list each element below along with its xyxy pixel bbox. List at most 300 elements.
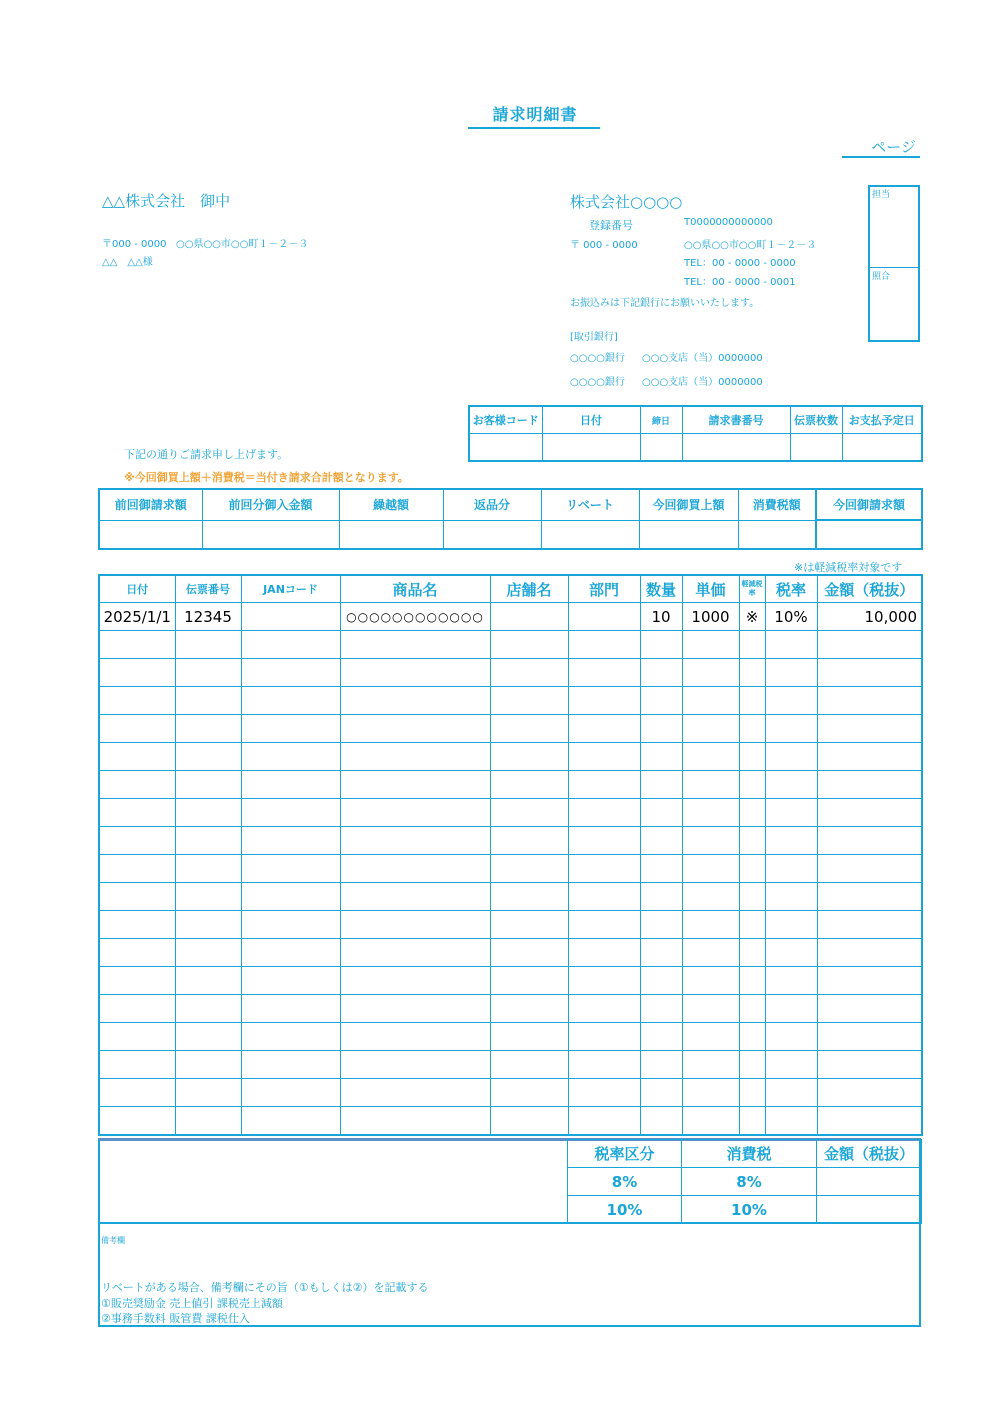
table-cell[interactable] bbox=[241, 967, 340, 995]
info-header-closing-date: 締日 bbox=[640, 406, 682, 434]
table-cell[interactable] bbox=[817, 715, 922, 743]
table-cell[interactable] bbox=[682, 995, 739, 1023]
table-cell[interactable] bbox=[739, 687, 765, 715]
col-header-product: 商品名 bbox=[340, 575, 490, 603]
table-cell[interactable] bbox=[640, 911, 682, 939]
table-cell[interactable] bbox=[490, 715, 568, 743]
table-row bbox=[99, 715, 922, 743]
table-cell[interactable] bbox=[682, 1023, 739, 1051]
table-cell[interactable] bbox=[340, 939, 490, 967]
table-cell[interactable] bbox=[739, 631, 765, 659]
table-cell[interactable] bbox=[241, 715, 340, 743]
table-cell[interactable] bbox=[640, 715, 682, 743]
summary-cell[interactable] bbox=[99, 520, 202, 549]
detail-table bbox=[98, 574, 923, 1136]
summary-header-carryover: 繰越額 bbox=[339, 489, 443, 520]
table-cell[interactable] bbox=[640, 827, 682, 855]
summary-header-prev-invoice: 前回御請求額 bbox=[99, 489, 202, 520]
table-cell[interactable] bbox=[817, 771, 922, 799]
table-cell[interactable] bbox=[817, 883, 922, 911]
table-cell[interactable] bbox=[241, 1079, 340, 1107]
table-cell[interactable] bbox=[99, 855, 175, 883]
table-cell[interactable] bbox=[490, 687, 568, 715]
table-cell[interactable] bbox=[765, 1023, 817, 1051]
remarks-line2: ①販売奨励金 売上値引 課税売上減額 bbox=[101, 1297, 283, 1310]
table-cell[interactable] bbox=[340, 631, 490, 659]
tax-row1-rate: 8% bbox=[568, 1168, 682, 1196]
table-cell[interactable] bbox=[739, 855, 765, 883]
table-cell[interactable] bbox=[739, 827, 765, 855]
table-cell[interactable] bbox=[568, 1079, 640, 1107]
table-cell[interactable] bbox=[765, 911, 817, 939]
table-cell[interactable] bbox=[175, 771, 241, 799]
issuer-postal: 〒 000 - 0000 bbox=[570, 240, 638, 251]
table-cell[interactable] bbox=[241, 1023, 340, 1051]
table-cell[interactable] bbox=[241, 911, 340, 939]
table-cell[interactable] bbox=[765, 631, 817, 659]
table-cell[interactable] bbox=[568, 995, 640, 1023]
table-cell[interactable] bbox=[739, 1051, 765, 1079]
table-row bbox=[99, 827, 922, 855]
table-cell[interactable] bbox=[568, 883, 640, 911]
issuer-reg-no: T0000000000000 bbox=[684, 217, 773, 228]
table-cell[interactable] bbox=[817, 1051, 922, 1079]
summary-cell[interactable] bbox=[339, 520, 443, 549]
tax-row1-amount[interactable] bbox=[817, 1168, 922, 1196]
table-cell[interactable] bbox=[241, 939, 340, 967]
table-row bbox=[99, 939, 922, 967]
table-cell[interactable] bbox=[682, 1079, 739, 1107]
issuer-reg-label: 登録番号 bbox=[589, 219, 633, 232]
table-cell[interactable] bbox=[765, 1051, 817, 1079]
table-cell[interactable] bbox=[175, 855, 241, 883]
table-cell[interactable] bbox=[99, 687, 175, 715]
table-cell[interactable] bbox=[175, 1079, 241, 1107]
table-cell[interactable] bbox=[490, 631, 568, 659]
title-underline bbox=[468, 127, 600, 129]
table-cell[interactable] bbox=[568, 911, 640, 939]
col-header-dept: 部門 bbox=[568, 575, 640, 603]
col-header-date: 日付 bbox=[99, 575, 175, 603]
summary-header-tax: 消費税額 bbox=[738, 489, 816, 520]
row-slip[interactable]: 12345 bbox=[175, 603, 241, 631]
tax-row2-amount[interactable] bbox=[817, 1196, 922, 1224]
table-cell[interactable] bbox=[765, 743, 817, 771]
table-cell[interactable] bbox=[175, 1051, 241, 1079]
table-cell[interactable] bbox=[490, 995, 568, 1023]
table-cell[interactable] bbox=[241, 743, 340, 771]
table-cell[interactable] bbox=[490, 827, 568, 855]
table-cell[interactable] bbox=[340, 855, 490, 883]
table-cell[interactable] bbox=[175, 799, 241, 827]
table-cell[interactable] bbox=[682, 771, 739, 799]
table-row bbox=[99, 743, 922, 771]
info-cell[interactable] bbox=[469, 434, 542, 462]
table-cell[interactable] bbox=[241, 659, 340, 687]
table-cell[interactable] bbox=[490, 799, 568, 827]
table-cell[interactable] bbox=[175, 1023, 241, 1051]
info-header-date: 日付 bbox=[542, 406, 640, 434]
table-cell[interactable] bbox=[640, 939, 682, 967]
table-cell[interactable] bbox=[568, 1107, 640, 1136]
table-cell[interactable] bbox=[568, 743, 640, 771]
table-cell[interactable] bbox=[99, 827, 175, 855]
table-cell[interactable] bbox=[340, 995, 490, 1023]
table-cell[interactable] bbox=[99, 1023, 175, 1051]
table-cell[interactable] bbox=[99, 771, 175, 799]
table-cell[interactable] bbox=[739, 995, 765, 1023]
table-cell[interactable] bbox=[682, 1107, 739, 1136]
table-cell[interactable] bbox=[817, 827, 922, 855]
table-cell[interactable] bbox=[640, 855, 682, 883]
table-cell[interactable] bbox=[682, 659, 739, 687]
info-header-invoice-no: 請求書番号 bbox=[682, 406, 790, 434]
table-cell[interactable] bbox=[739, 883, 765, 911]
table-cell[interactable] bbox=[175, 967, 241, 995]
table-cell[interactable] bbox=[99, 911, 175, 939]
table-cell[interactable] bbox=[765, 939, 817, 967]
table-cell[interactable] bbox=[765, 771, 817, 799]
table-cell[interactable] bbox=[99, 1051, 175, 1079]
table-cell[interactable] bbox=[817, 967, 922, 995]
table-cell[interactable] bbox=[640, 771, 682, 799]
table-cell[interactable] bbox=[340, 911, 490, 939]
table-cell[interactable] bbox=[241, 799, 340, 827]
table-cell[interactable] bbox=[568, 799, 640, 827]
table-cell[interactable] bbox=[640, 995, 682, 1023]
table-cell[interactable] bbox=[340, 715, 490, 743]
info-header-slip-count: 伝票枚数 bbox=[790, 406, 842, 434]
summary-header-returns: 返品分 bbox=[443, 489, 541, 520]
table-cell[interactable] bbox=[640, 967, 682, 995]
table-cell[interactable] bbox=[568, 855, 640, 883]
table-cell[interactable] bbox=[640, 1023, 682, 1051]
table-cell[interactable] bbox=[682, 799, 739, 827]
table-cell[interactable] bbox=[490, 911, 568, 939]
row-amount[interactable]: 10,000 bbox=[817, 603, 922, 631]
table-cell[interactable] bbox=[99, 883, 175, 911]
stamp-shogo-label: 照合 bbox=[872, 272, 891, 282]
table-cell[interactable] bbox=[340, 1107, 490, 1136]
summary-cell[interactable] bbox=[443, 520, 541, 549]
table-cell[interactable] bbox=[490, 1023, 568, 1051]
recipient-postal: 〒000 - 0000 bbox=[102, 239, 167, 250]
table-cell[interactable] bbox=[340, 771, 490, 799]
table-cell[interactable] bbox=[817, 1023, 922, 1051]
table-cell[interactable] bbox=[817, 687, 922, 715]
table-cell[interactable] bbox=[175, 715, 241, 743]
table-cell[interactable] bbox=[175, 911, 241, 939]
remarks-line1: リベートがある場合、備考欄にその旨（①もしくは②）を記載する bbox=[101, 1281, 429, 1294]
row-qty[interactable]: 10 bbox=[640, 603, 682, 631]
table-cell[interactable] bbox=[490, 967, 568, 995]
table-cell[interactable] bbox=[175, 743, 241, 771]
table-cell[interactable] bbox=[739, 743, 765, 771]
table-cell[interactable] bbox=[490, 1079, 568, 1107]
table-cell[interactable] bbox=[99, 995, 175, 1023]
table-cell[interactable] bbox=[682, 827, 739, 855]
table-cell[interactable] bbox=[568, 967, 640, 995]
table-cell[interactable] bbox=[490, 939, 568, 967]
table-cell[interactable] bbox=[682, 967, 739, 995]
summary-cell-total[interactable] bbox=[816, 520, 922, 549]
summary-header-current-purchase: 今回御買上額 bbox=[639, 489, 738, 520]
table-cell[interactable] bbox=[682, 911, 739, 939]
table-cell[interactable] bbox=[817, 1079, 922, 1107]
table-cell[interactable] bbox=[640, 883, 682, 911]
table-cell[interactable] bbox=[175, 631, 241, 659]
table-cell[interactable] bbox=[99, 939, 175, 967]
table-cell[interactable] bbox=[682, 939, 739, 967]
col-header-jan: JANコード bbox=[241, 575, 340, 603]
summary-cell[interactable] bbox=[541, 520, 639, 549]
info-cell[interactable] bbox=[682, 434, 790, 462]
table-cell[interactable] bbox=[640, 1079, 682, 1107]
table-cell[interactable] bbox=[640, 659, 682, 687]
summary-header-rebate: リベート bbox=[541, 489, 639, 520]
bank2-branch: ○○○支店（当）0000000 bbox=[642, 377, 763, 388]
table-cell[interactable] bbox=[241, 771, 340, 799]
row-jan[interactable] bbox=[241, 603, 340, 631]
table-cell[interactable] bbox=[340, 743, 490, 771]
billing-summary-table bbox=[98, 488, 923, 550]
table-cell[interactable] bbox=[739, 1023, 765, 1051]
table-cell[interactable] bbox=[765, 827, 817, 855]
table-cell[interactable] bbox=[640, 631, 682, 659]
recipient-company: △△株式会社 御中 bbox=[102, 192, 231, 210]
table-row bbox=[99, 883, 922, 911]
table-cell[interactable] bbox=[568, 827, 640, 855]
table-cell[interactable] bbox=[175, 659, 241, 687]
table-cell[interactable] bbox=[99, 799, 175, 827]
table-cell[interactable] bbox=[682, 883, 739, 911]
table-cell[interactable] bbox=[640, 687, 682, 715]
row-price[interactable]: 1000 bbox=[682, 603, 739, 631]
tax-row2-rate: 10% bbox=[568, 1196, 682, 1224]
table-cell[interactable] bbox=[490, 1051, 568, 1079]
col-header-price: 単価 bbox=[682, 575, 739, 603]
table-cell[interactable] bbox=[765, 715, 817, 743]
table-cell[interactable] bbox=[490, 743, 568, 771]
table-cell[interactable] bbox=[739, 715, 765, 743]
table-cell[interactable] bbox=[640, 1051, 682, 1079]
stamp-divider bbox=[868, 267, 920, 268]
table-cell[interactable] bbox=[682, 1051, 739, 1079]
table-cell[interactable] bbox=[568, 631, 640, 659]
tax-header-rate: 税率区分 bbox=[568, 1140, 682, 1168]
table-cell[interactable] bbox=[817, 799, 922, 827]
remarks-line3: ②事務手数料 販管費 課税仕入 bbox=[101, 1312, 250, 1325]
table-cell[interactable] bbox=[490, 1107, 568, 1136]
col-header-reduced: 軽減税率 bbox=[739, 575, 765, 603]
summary-cell[interactable] bbox=[202, 520, 339, 549]
table-row bbox=[99, 911, 922, 939]
table-cell[interactable] bbox=[99, 631, 175, 659]
table-cell[interactable] bbox=[490, 659, 568, 687]
table-cell[interactable] bbox=[175, 995, 241, 1023]
table-row bbox=[99, 1079, 922, 1107]
table-cell[interactable] bbox=[682, 715, 739, 743]
table-cell[interactable] bbox=[340, 799, 490, 827]
col-header-rate: 税率 bbox=[765, 575, 817, 603]
table-cell[interactable] bbox=[241, 687, 340, 715]
table-cell[interactable] bbox=[241, 855, 340, 883]
table-row bbox=[99, 967, 922, 995]
table-cell[interactable] bbox=[765, 1079, 817, 1107]
table-cell[interactable] bbox=[340, 687, 490, 715]
table-cell[interactable] bbox=[682, 687, 739, 715]
info-cell[interactable] bbox=[640, 434, 682, 462]
table-cell[interactable] bbox=[241, 883, 340, 911]
table-cell[interactable] bbox=[765, 855, 817, 883]
tax-row1-tax[interactable]: 8% bbox=[682, 1168, 817, 1196]
table-cell[interactable] bbox=[568, 939, 640, 967]
table-cell[interactable] bbox=[568, 1051, 640, 1079]
stamp-tanto-label: 担当 bbox=[872, 190, 891, 200]
summary-header-prev-payment: 前回分御入金額 bbox=[202, 489, 339, 520]
info-cell[interactable] bbox=[790, 434, 842, 462]
table-cell[interactable] bbox=[99, 967, 175, 995]
table-cell[interactable] bbox=[640, 1107, 682, 1136]
table-cell[interactable] bbox=[739, 771, 765, 799]
info-cell[interactable] bbox=[542, 434, 640, 462]
table-cell[interactable] bbox=[682, 631, 739, 659]
intro-line2: ※今回御買上額＋消費税＝当付き請求合計額となります。 bbox=[124, 471, 409, 484]
table-cell[interactable] bbox=[817, 1107, 922, 1136]
table-row bbox=[99, 771, 922, 799]
table-row bbox=[99, 603, 922, 631]
table-cell[interactable] bbox=[739, 799, 765, 827]
table-cell[interactable] bbox=[490, 771, 568, 799]
table-cell[interactable] bbox=[99, 659, 175, 687]
table-cell[interactable] bbox=[175, 883, 241, 911]
reduced-rate-note: ※は軽減税率対象です bbox=[794, 561, 903, 574]
table-cell[interactable] bbox=[175, 1107, 241, 1136]
col-header-qty: 数量 bbox=[640, 575, 682, 603]
row-dept[interactable] bbox=[568, 603, 640, 631]
table-cell[interactable] bbox=[765, 687, 817, 715]
table-row bbox=[99, 1051, 922, 1079]
table-cell[interactable] bbox=[817, 939, 922, 967]
summary-cell[interactable] bbox=[639, 520, 738, 549]
transfer-note: お振込みは下記銀行にお願いいたします。 bbox=[570, 298, 760, 309]
table-cell[interactable] bbox=[739, 659, 765, 687]
table-cell[interactable] bbox=[99, 1079, 175, 1107]
table-row bbox=[99, 1107, 922, 1136]
table-cell[interactable] bbox=[340, 883, 490, 911]
row-product[interactable]: ○○○○○○○○○○○○ bbox=[340, 603, 490, 631]
table-cell[interactable] bbox=[340, 1023, 490, 1051]
table-row bbox=[99, 631, 922, 659]
table-cell[interactable] bbox=[765, 659, 817, 687]
table-cell[interactable] bbox=[739, 967, 765, 995]
table-cell[interactable] bbox=[765, 1107, 817, 1136]
page-title: 請求明細書 bbox=[492, 105, 578, 124]
table-cell[interactable] bbox=[340, 1051, 490, 1079]
table-cell[interactable] bbox=[99, 1107, 175, 1136]
info-header-customer-code: お客様コード bbox=[469, 406, 542, 434]
table-cell[interactable] bbox=[817, 855, 922, 883]
table-cell[interactable] bbox=[241, 1107, 340, 1136]
table-cell[interactable] bbox=[241, 1051, 340, 1079]
table-row bbox=[99, 1023, 922, 1051]
table-cell[interactable] bbox=[490, 883, 568, 911]
summary-cell[interactable] bbox=[738, 520, 816, 549]
table-cell[interactable] bbox=[765, 883, 817, 911]
row-date[interactable]: 2025/1/1 bbox=[99, 603, 175, 631]
summary-header-current-invoice: 今回御請求額 bbox=[816, 489, 922, 520]
table-cell[interactable] bbox=[640, 799, 682, 827]
intro-line1: 下記の通りご請求申し上げます。 bbox=[124, 448, 289, 461]
table-cell[interactable] bbox=[175, 939, 241, 967]
table-cell[interactable] bbox=[739, 1079, 765, 1107]
table-cell[interactable] bbox=[817, 631, 922, 659]
table-cell[interactable] bbox=[241, 995, 340, 1023]
table-cell[interactable] bbox=[568, 1023, 640, 1051]
table-cell[interactable] bbox=[175, 687, 241, 715]
table-cell[interactable] bbox=[765, 967, 817, 995]
tax-header-amount: 金額（税抜） bbox=[817, 1140, 922, 1168]
tax-row2-tax[interactable]: 10% bbox=[682, 1196, 817, 1224]
table-cell[interactable] bbox=[817, 743, 922, 771]
row-reduced[interactable]: ※ bbox=[739, 603, 765, 631]
table-cell[interactable] bbox=[241, 631, 340, 659]
table-cell[interactable] bbox=[175, 827, 241, 855]
table-cell[interactable] bbox=[340, 967, 490, 995]
col-header-slip: 伝票番号 bbox=[175, 575, 241, 603]
bank-header: [取引銀行] bbox=[570, 332, 618, 343]
table-cell[interactable] bbox=[817, 995, 922, 1023]
tax-header-tax: 消費税 bbox=[682, 1140, 817, 1168]
table-cell[interactable] bbox=[99, 715, 175, 743]
table-cell[interactable] bbox=[739, 911, 765, 939]
table-cell[interactable] bbox=[568, 715, 640, 743]
table-cell[interactable] bbox=[340, 1079, 490, 1107]
tax-summary-table bbox=[567, 1139, 922, 1224]
issuer-tel1: TEL：00 - 0000 - 0000 bbox=[684, 258, 796, 269]
table-cell[interactable] bbox=[765, 799, 817, 827]
row-store[interactable] bbox=[490, 603, 568, 631]
row-rate[interactable]: 10% bbox=[765, 603, 817, 631]
table-cell[interactable] bbox=[817, 911, 922, 939]
table-row bbox=[99, 687, 922, 715]
table-cell[interactable] bbox=[241, 827, 340, 855]
table-cell[interactable] bbox=[568, 687, 640, 715]
table-cell[interactable] bbox=[340, 827, 490, 855]
table-cell[interactable] bbox=[682, 743, 739, 771]
recipient-person: △△ △△様 bbox=[102, 257, 153, 268]
table-cell[interactable] bbox=[640, 743, 682, 771]
page-underline bbox=[842, 156, 920, 158]
bank2-name: ○○○○銀行 bbox=[570, 377, 625, 388]
table-cell[interactable] bbox=[739, 1107, 765, 1136]
bank1-branch: ○○○支店（当）0000000 bbox=[642, 353, 763, 364]
issuer-address: ○○県○○市○○町１－２－３ bbox=[684, 240, 817, 251]
remarks-label: 備考欄 bbox=[101, 1236, 125, 1245]
table-cell[interactable] bbox=[340, 659, 490, 687]
table-cell[interactable] bbox=[739, 939, 765, 967]
table-cell[interactable] bbox=[99, 743, 175, 771]
table-cell[interactable] bbox=[817, 659, 922, 687]
table-cell[interactable] bbox=[490, 855, 568, 883]
bank1-name: ○○○○銀行 bbox=[570, 353, 625, 364]
table-cell[interactable] bbox=[682, 855, 739, 883]
table-row bbox=[99, 855, 922, 883]
info-cell[interactable] bbox=[842, 434, 922, 462]
table-cell[interactable] bbox=[568, 771, 640, 799]
table-cell[interactable] bbox=[765, 995, 817, 1023]
table-cell[interactable] bbox=[568, 659, 640, 687]
